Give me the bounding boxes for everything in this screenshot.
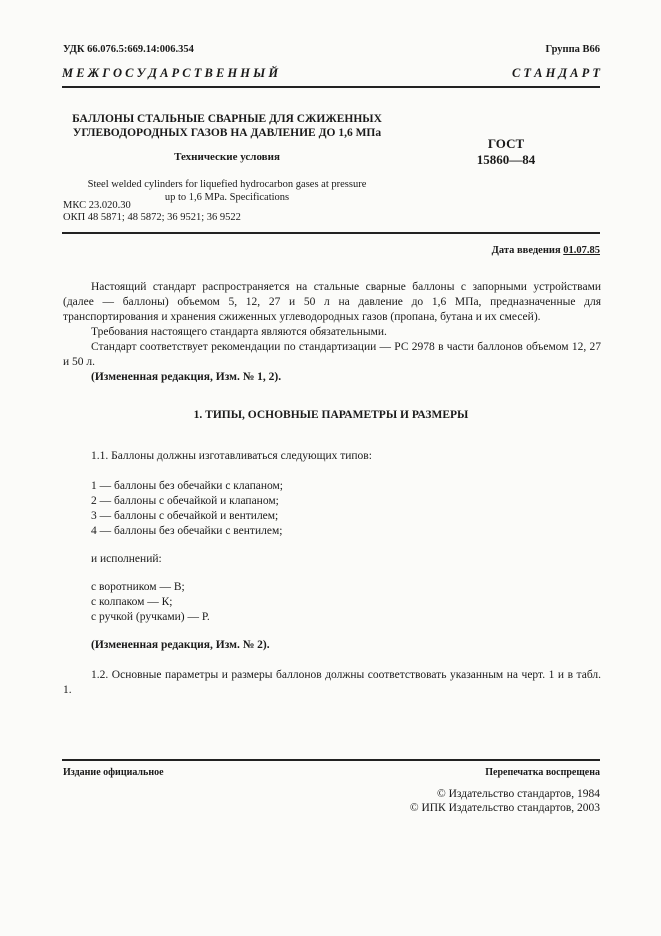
effective-date — [492, 245, 600, 256]
version-item-cap: с колпаком — К; — [91, 596, 173, 608]
clause-1-2: 1.2. Основные параметры и размеры баллонов должны соответствовать указанным на черт. 1 и в табл. 1. — [63, 669, 601, 696]
gost-number: 15860—84 — [476, 152, 536, 167]
footer-rule — [62, 759, 600, 761]
type-item-3: 3 — баллоны с обечайкой и вентилем; — [91, 510, 279, 522]
english-title-line-1: Steel welded cylinders for liquefied hydrocarbon gases at pressure — [87, 179, 367, 190]
titleblock-rule — [62, 232, 600, 234]
udk-code: УДК 66.076.5:669.14:006.354 — [63, 44, 194, 55]
title-line-1: БАЛЛОНЫ СТАЛЬНЫЕ СВАРНЫЕ ДЛЯ СЖИЖЕННЫХ — [72, 113, 382, 125]
banner-word-standard: С Т А Н Д А Р Т — [511, 66, 600, 80]
change-note-2: (Измененная редакция, Изм. № 2). — [91, 639, 270, 651]
copyright-block — [410, 787, 600, 815]
gost-label: ГОСТ — [487, 136, 525, 151]
copyright-1984: © Издательство стандартов, 1984 — [436, 788, 600, 800]
type-item-1: 1 — баллоны без обечайки с клапаном; — [91, 480, 284, 492]
version-item-handle: с ручкой (ручками) — Р. — [91, 611, 210, 623]
change-note-1: (Измененная редакция, Изм. № 1, 2). — [91, 371, 282, 383]
official-edition: Издание официальное — [63, 767, 164, 778]
type-item-2: 2 — баллоны с обечайкой и клапаном; — [91, 495, 279, 507]
copyright-2003: © ИПК Издательство стандартов, 2003 — [409, 802, 600, 814]
document-subtitle: Технические условия — [174, 151, 280, 163]
intro-paragraph-conformity: Стандарт соответствует рекомендации по стандартизации — РС 2978 в части баллонов объемом 12, 27 и 50 л. — [63, 341, 601, 368]
banner-word-interstate: М Е Ж Г О С У Д А Р С Т В Е Н Н Ы Й — [62, 66, 279, 80]
header-rule — [62, 86, 600, 88]
reprint-prohibited: Перепечатка воспрещена — [485, 767, 600, 778]
clause-1-1: 1.1. Баллоны должны изготавливаться следующих типов: — [91, 450, 372, 462]
document-title — [62, 112, 392, 140]
group-code: Группа В66 — [545, 44, 600, 55]
gost-designation — [456, 136, 556, 168]
section-1-heading: 1. ТИПЫ, ОСНОВНЫЕ ПАРАМЕТРЫ И РАЗМЕРЫ — [193, 409, 469, 421]
title-line-2: УГЛЕВОДОРОДНЫХ ГАЗОВ НА ДАВЛЕНИЕ ДО 1,6 МПа — [72, 127, 382, 139]
standard-banner — [62, 66, 600, 81]
type-item-4: 4 — баллоны без обечайки с вентилем; — [91, 525, 283, 537]
intro-paragraph-mandatory: Требования настоящего стандарта являются обязательными. — [91, 326, 387, 338]
okp-code: ОКП 48 5871; 48 5872; 36 9521; 36 9522 — [63, 212, 241, 223]
versions-intro: и исполнений: — [91, 553, 162, 565]
english-title-line-2: up to 1,6 MPa. Specifications — [164, 192, 290, 203]
effective-date-label: Дата введения — [491, 245, 561, 256]
effective-date-value: 01.07.85 — [563, 245, 600, 256]
mks-code: МКС 23.020.30 — [63, 200, 131, 211]
version-item-collar: с воротником — В; — [91, 581, 185, 593]
intro-paragraph-scope: Настоящий стандарт распространяется на стальные сварные баллоны с запорными устройствами (далее — баллоны) объемом 5, 12, 27 и 50 л на давление до 1,6 МПа, предназначенные для транспортирования и хранения сжиженных углеводородных газов (пропана, бутана и их смесей). — [63, 281, 601, 323]
classification-codes — [63, 200, 241, 224]
